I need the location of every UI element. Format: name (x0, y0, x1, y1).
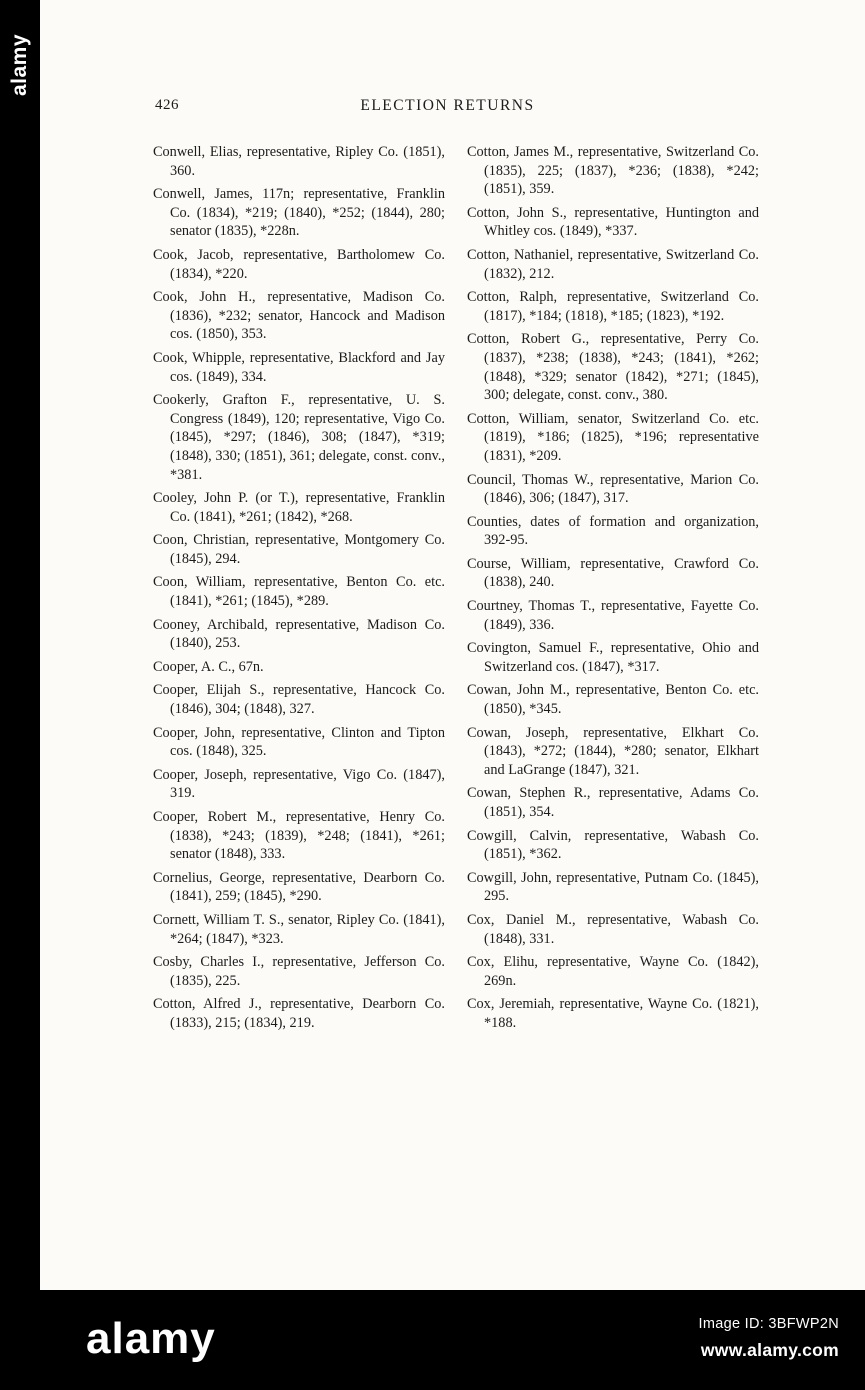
index-entry: Cotton, Nathaniel, representative, Switzerland Co. (1832), 212. (467, 246, 759, 282)
alamy-url: www.alamy.com (700, 1340, 839, 1360)
index-entry: Covington, Samuel F., representative, Ohio and Switzerland cos. (1847), *317. (467, 640, 759, 675)
footer-info (699, 1316, 839, 1361)
alamy-logo-vertical: alamy (8, 34, 31, 97)
index-entry: Courtney, Thomas T., representative, Fayette Co. (1849), 336. (467, 598, 759, 633)
index-entry: Cowan, Joseph, representative, Elkhart Co. (1843), *272; (1844), *280; senator, Elkhart and LaGrange (1847), 321. (467, 724, 759, 778)
index-entry: Cowan, Stephen R., representative, Adams Co. (1851), 354. (467, 785, 759, 820)
alamy-logo: alamy (86, 1314, 216, 1363)
index-entry: Course, William, representative, Crawford Co. (1838), 240. (467, 555, 759, 591)
index-entry: Cooper, Elijah S., representative, Hancock Co. (1846), 304; (1848), 327. (153, 682, 445, 718)
index-entry: Cotton, Alfred J., representative, Dearborn Co. (1833), 215; (1834), 219. (153, 996, 445, 1031)
index-entry: Cotton, Ralph, representative, Switzerland Co. (1817), *184; (1818), *185; (1823), *192. (467, 289, 759, 324)
page-title: ELECTION RETURNS (360, 97, 535, 114)
index-entry: Conwell, Elias, representative, Ripley Co. (1851), 360. (153, 144, 445, 179)
index-entry: Cox, Elihu, representative, Wayne Co. (1842), 269n. (467, 954, 759, 989)
index-entry: Cosby, Charles I., representative, Jefferson Co. (1835), 225. (153, 954, 445, 989)
index-entry: Cook, John H., representative, Madison Co. (1836), *232; senator, Hancock and Madison cos. (1850), 353. (153, 289, 445, 343)
index-entry: Cooley, John P. (or T.), representative, Franklin Co. (1841), *261; (1842), *268. (153, 490, 445, 525)
index-columns (40, 127, 865, 1038)
index-entry: Cornett, William T. S., senator, Ripley Co. (1841), *264; (1847), *323. (153, 911, 445, 947)
index-entry: Cook, Whipple, representative, Blackford and Jay cos. (1849), 334. (153, 349, 445, 385)
index-entry: Conwell, James, 117n; representative, Franklin Co. (1834), *219; (1840), *252; (1844), 280; senator (1835), *228n. (153, 186, 445, 240)
index-entry: Cotton, James M., representative, Switzerland Co. (1835), 225; (1837), *236; (1838), *242; (1851), 359. (467, 144, 759, 198)
document-page (40, 0, 865, 1290)
image-id-label: Image ID: 3BFWP2N (698, 1316, 839, 1332)
alamy-footer (0, 1290, 865, 1390)
index-entry: Cowgill, Calvin, representative, Wabash Co. (1851), *362. (467, 827, 759, 863)
index-entry: Cotton, John S., representative, Huntington and Whitley cos. (1849), *337. (467, 204, 759, 240)
page-header (40, 0, 865, 127)
index-entry: Council, Thomas W., representative, Marion Co. (1846), 306; (1847), 317. (467, 471, 759, 507)
index-entry: Cotton, William, senator, Switzerland Co. etc. (1819), *186; (1825), *196; representative (1831), *209. (467, 410, 759, 464)
left-column (153, 143, 445, 1038)
index-entry: Cook, Jacob, representative, Bartholomew Co. (1834), *220. (153, 246, 445, 282)
index-entry: Cornelius, George, representative, Dearborn Co. (1841), 259; (1845), *290. (153, 869, 445, 905)
index-entry: Coon, William, representative, Benton Co. etc. (1841), *261; (1845), *289. (153, 574, 445, 610)
index-entry: Cookerly, Grafton F., representative, U. S. Congress (1849), 120; representative, Vigo Co. (1845), *297; (1846), 308; (1847), *319; (1848), 330; (1851), 361; delegate, const. conv., *381. (153, 392, 445, 483)
index-entry: Counties, dates of formation and organization, 392-95. (467, 513, 759, 549)
index-entry: Cox, Daniel M., representative, Wabash Co. (1848), 331. (467, 911, 759, 947)
index-entry: Cooper, Joseph, representative, Vigo Co. (1847), 319. (153, 766, 445, 802)
index-entry: Cox, Jeremiah, representative, Wayne Co. (1821), *188. (467, 996, 759, 1031)
index-entry: Cooper, John, representative, Clinton and Tipton cos. (1848), 325. (153, 724, 445, 760)
alamy-sidebar (0, 0, 40, 1390)
right-column (467, 143, 759, 1038)
index-entry: Cowgill, John, representative, Putnam Co. (1845), 295. (467, 869, 759, 905)
index-entry: Cooper, Robert M., representative, Henry Co. (1838), *243; (1839), *248; (1841), *261; senator (1848), 333. (153, 809, 445, 863)
index-entry: Cooper, A. C., 67n. (153, 658, 264, 675)
index-entry: Cowan, John M., representative, Benton Co. etc. (1850), *345. (467, 682, 759, 718)
index-entry: Cotton, Robert G., representative, Perry Co. (1837), *238; (1838), *243; (1841), *262; (1848), *329; senator (1842), *271; (1845), 300; delegate, const. conv., 380. (467, 331, 759, 404)
index-entry: Cooney, Archibald, representative, Madison Co. (1840), 253. (153, 616, 445, 652)
index-entry: Coon, Christian, representative, Montgomery Co. (1845), 294. (153, 532, 445, 567)
page-number: 426 (155, 97, 179, 113)
